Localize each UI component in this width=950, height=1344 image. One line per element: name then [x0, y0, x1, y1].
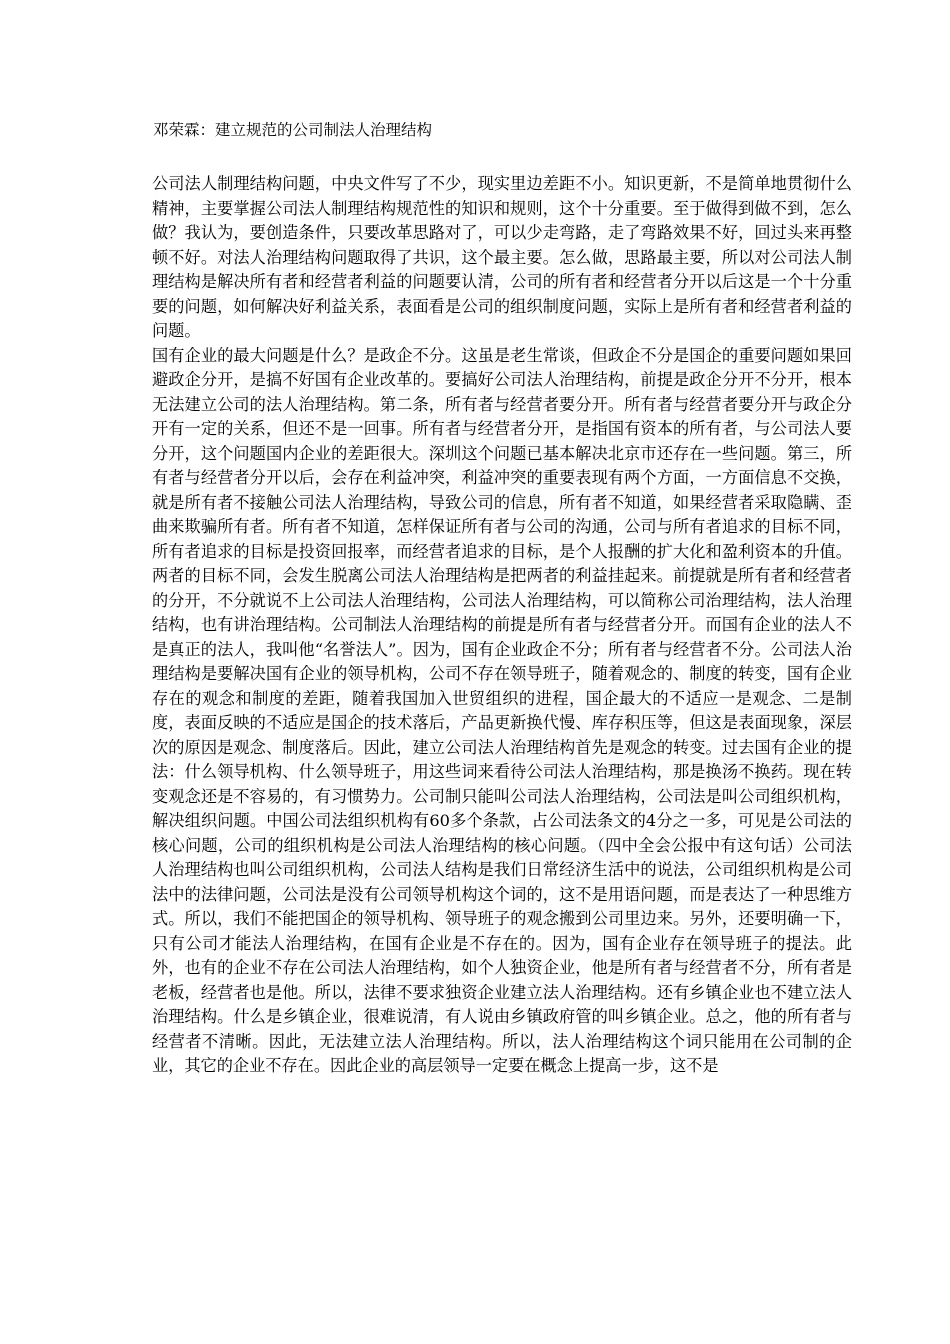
document-body [152, 172, 852, 1079]
paragraph-2: 国有企业的最大问题是什么？是政企不分。这虽是老生常谈，但政企不分是国企的重要问题如果回避政企分开，是搞不好国有企业改革的。要搞好公司法人治理结构，前提是政企分开不分开，根本无法建立公司的法人治理结构。第二条，所有者与经营者要分开。所有者与经营者要分开与政企分开有一定的关系，但还不是一回事。所有者与经营者分开，是指国有资本的所有者，与公司法人要分开，这个问题国内企业的差距很大。深圳这个问题已基本解决北京市还存在一些问题。第三，所有者与经营者分开以后，会存在利益冲突，利益冲突的重要表现有两个方面，一方面信息不交换，就是所有者不接触公司法人治理结构，导致公司的信息，所有者不知道，如果经营者采取隐瞒、歪曲来欺骗所有者。所有者不知道，怎样保证所有者与公司的沟通，公司与所有者追求的目标不同，所有者追求的目标是投资回报率，而经营者追求的目标，是个人报酬的扩大化和盈利资本的升值。两者的目标不同，会发生脱离公司法人治理结构是把两者的利益挂起来。前提就是所有者和经营者的分开，不分就说不上公司法人治理结构，公司法人治理结构，可以简称公司治理结构，法人治理结构，也有讲治理结构。公司制法人治理结构的前提是所有者与经营者分开。而国有企业的法人不是真正的法人，我叫他“名誉法人”。因为，国有企业政企不分；所有者与经营者不分。公司法人治理结构是要解决国有企业的领导机构，公司不存在领导班子，随着观念的、制度的转变，国有企业存在的观念和制度的差距，随着我国加入世贸组织的进程，国企最大的不适应一是观念、二是制度，表面反映的不适应是国企的技术落后，产品更新换代慢、库存积压等，但这是表面现象，深层次的原因是观念、制度落后。因此，建立公司法人治理结构首先是观念的转变。过去国有企业的提法：什么领导机构、什么领导班子，用这些词来看待公司法人治理结构，那是换汤不换药。现在转变观念还是不容易的，有习惯势力。公司制只能叫公司法人治理结构，公司法是叫公司组织机构，解决组织问题。中国公司法组织机构有60多个条款，占公司法条文的4分之一多，可见是公司法的核心问题，公司的组织机构是公司法人治理结构的核心问题。（四中全会公报中有这句话）公司法人治理结构也叫公司组织机构，公司法人结构是我们日常经济生活中的说法，公司组织机构是公司法中的法律问题，公司法是没有公司领导机构这个词的，这不是用语问题，而是表达了一种思维方式。所以，我们不能把国企的领导机构、领导班子的观念搬到公司里边来。另外，还要明确一下，只有公司才能法人治理结构，在国有企业是不存在的。因为，国有企业存在领导班子的提法。此外，也有的企业不存在公司法人治理结构，如个人独资企业，他是所有者与经营者不分，所有者是老板，经营者也是他。所以，法律不要求独资企业建立法人治理结构。还有乡镇企业也不建立法人治理结构。什么是乡镇企业，很难说清，有人说由乡镇政府管的叫乡镇企业。总之，他的所有者与经营者不清晰。因此，无法建立法人治理结构。所以，法人治理结构这个词只能用在公司制的企业，其它的企业不存在。因此企业的高层领导一定要在概念上提高一步，这不是 [152, 345, 852, 1075]
paragraph-1: 公司法人制理结构问题，中央文件写了不少，现实里边差距不小。知识更新，不是简单地贯彻什么精神，主要掌握公司法人制理结构规范性的知识和规则，这个十分重要。至于做得到做不到，怎么做？我认为，要创造条件，只要改革思路对了，可以少走弯路，走了弯路效果不好，回过头来再整顿不好。对法人治理结构问题取得了共识，这个最主要。怎么做，思路最主要，所以对公司法人制理结构是解决所有者和经营者利益的问题要认清，公司的所有者和经营者分开以后这是一个十分重要的问题，如何解决好利益关系，表面看是公司的组织制度问题，实际上是所有者和经营者利益的问题。 [152, 174, 852, 340]
document-title: 邓荣霖：建立规范的公司制法人治理结构 [153, 121, 433, 139]
